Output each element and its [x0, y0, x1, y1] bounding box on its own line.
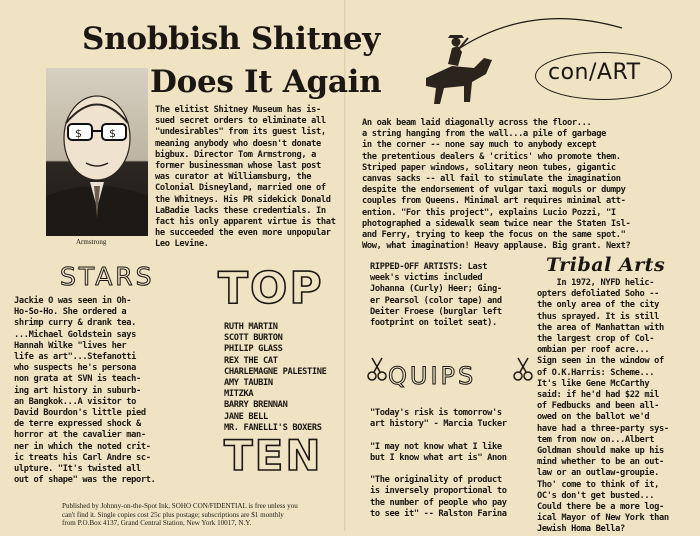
conart-line: Wow, what imagination! Heavy applause. Big grant. Next?: [362, 241, 631, 252]
tribal-line: mind whether to be an out-: [537, 457, 664, 468]
article-line: "undesirables" from its guest list,: [155, 127, 326, 138]
tribal-line: ical Mayor of New York than: [537, 513, 669, 524]
quip-line: but I know what art is" Anon: [370, 452, 507, 463]
quip-line: "Today's risk is tomorrow's: [370, 408, 502, 418]
tribal-line: the largest crop of Col-: [537, 334, 655, 345]
tribal-line: the area of Manhattan with: [537, 322, 664, 333]
top-ten-item: PHILIP GLASS: [224, 344, 283, 355]
svg-text:$: $: [75, 127, 82, 140]
quip-line: "The originality of product: [370, 475, 502, 486]
conart-line: An oak beam laid diagonally across the floor...: [362, 118, 592, 128]
stars-line: ulpture. "It's twisted all: [14, 464, 141, 475]
article-line: the Whitneys. His PR sidekick Donald: [155, 194, 331, 205]
ripped-off-column: [370, 262, 502, 329]
footer-line: Published by Johnny-on-the-Spot Ink, SOHO CON/FIDENTIAL is free unless you: [62, 502, 298, 510]
article-line: sued secret orders to eliminate all: [155, 116, 326, 127]
stars-line: ...Michael Goldstein says: [14, 329, 137, 340]
conart-line: in the corner -- none say much to anybody except: [362, 140, 597, 151]
stars-title: STARS: [60, 262, 155, 291]
tribal-arts-title: Tribal Arts: [546, 254, 666, 276]
article-line: meaning anybody who doesn't donate: [155, 138, 321, 149]
tribal-line: It's like Gene McCarthy: [537, 378, 650, 389]
conart-line: the pretentious dealers & 'critics' who promote them.: [362, 151, 621, 162]
conart-line: a string hanging from the wall...a pile of garbage: [362, 129, 607, 140]
article-line: Leo Levine.: [155, 239, 209, 250]
tribal-arts-column: [537, 278, 669, 536]
tribal-line: said: if he'd had $22 mil: [537, 390, 660, 401]
conart-line: despite the endorsement of vulgar taxi moguls or dumpy: [362, 185, 626, 196]
stars-line: ing art history in suburb-: [14, 385, 141, 396]
top-ten-item: AMY TAUBIN: [224, 378, 273, 389]
stars-line: Hannah Wilke "lives her: [14, 340, 127, 351]
conart-logo: con/ART: [548, 60, 641, 85]
stars-column: [14, 296, 156, 486]
stars-line: David Bourdon's little pied: [14, 408, 146, 419]
top-ten-item: REX THE CAT: [224, 355, 278, 366]
stars-line: shrimp curry & drank tea.: [14, 318, 137, 329]
armstrong-photo: [46, 68, 148, 236]
tribal-line: Tho' come to think of it,: [537, 479, 660, 490]
tribal-line: opters defoliated Soho --: [537, 289, 660, 300]
conart-article: [362, 118, 630, 252]
lead-article: [155, 105, 336, 251]
tribal-line: ombian per roof acre...: [537, 345, 650, 356]
portrait-illustration: [46, 68, 148, 236]
ripped-off-line: week's victims included: [370, 273, 483, 284]
tribal-line: OC's don't get busted...: [537, 490, 655, 501]
tribal-line: In 1972, NYFD helic-: [537, 278, 655, 288]
article-line: he succeeded the even more unpopular: [155, 228, 331, 239]
stars-line: an Bangkok...A visitor to: [14, 396, 137, 407]
quips-column: [370, 408, 507, 520]
ripped-off-line: footprint on toilet seat).: [370, 318, 497, 329]
tribal-line: tem from now on...Albert: [537, 434, 655, 445]
publisher-footer: [62, 502, 310, 528]
tribal-line: have had a three-party sys-: [537, 423, 669, 434]
conart-line: couples from Queens. Minimal art requires minimal att-: [362, 196, 626, 207]
article-line: was curator at Williamsburg, the: [155, 172, 312, 183]
stars-line: de terre expressed shock &: [14, 419, 141, 430]
horse-and-rider: [426, 35, 492, 104]
top-ten-item: CHARLEMAGNE PALESTINE: [224, 366, 327, 377]
conart-line: Striped paper windows, solitary neon tubes, gigantic: [362, 162, 616, 173]
top-ten-item: MITZKA: [224, 389, 254, 400]
quips-title: QUIPS: [388, 362, 477, 390]
stars-line: ner in which the noted crit-: [14, 441, 151, 452]
top-ten-item: SCOTT BURTON: [224, 333, 283, 344]
tribal-line: law or an outlaw-groupie.: [537, 468, 660, 479]
stars-line: horror at the cavalier man-: [14, 430, 146, 441]
quip-line: [370, 464, 507, 475]
ripped-off-line: er Pearsol (color tape) and: [370, 295, 502, 306]
conart-line: and Ferry, trying to keep the focus on the same spot.": [362, 230, 626, 241]
article-line: fact his only apparent virtue is that: [155, 217, 336, 228]
article-line: Colonial Disneyland, married one of: [155, 183, 326, 194]
quip-line: to see it" -- Ralston Farina: [370, 508, 507, 519]
photo-caption: Armstrong: [76, 238, 107, 246]
article-line: The elitist Shitney Museum has is-: [155, 105, 321, 115]
scissors-icon: [366, 356, 388, 382]
stars-line: Ho-So-Ho. She ordered a: [14, 307, 127, 318]
ripped-off-line: RIPPED-OFF ARTISTS: Last: [370, 262, 488, 272]
quip-line: art history" - Marcia Tucker: [370, 419, 507, 430]
tribal-line: the only area of the city: [537, 300, 660, 311]
conart-line: canvas sacks -- all fail to stimulate the imagination: [362, 174, 621, 185]
top-ten-item: MR. FANELLI'S BOXERS: [224, 422, 322, 433]
headline-line2: Does It Again: [150, 64, 382, 100]
top-title: TOP: [218, 263, 324, 314]
headline-line1: Snobbish Shitney: [82, 21, 381, 57]
stars-line: who suspects he's persona: [14, 363, 137, 374]
top-ten-item: BARRY BRENNAN: [224, 400, 288, 411]
tribal-line: Goldman should make up his: [537, 446, 664, 457]
stars-line: Jackie O was seen in Oh-: [14, 296, 132, 306]
tribal-line: owed on the ballot we'd: [537, 412, 650, 423]
tribal-line: thus sprayed. It is still: [537, 311, 660, 322]
top-ten-list: [224, 322, 327, 434]
tribal-line: Jewish Homa Bella?: [537, 524, 625, 535]
ten-title: TEN: [224, 431, 323, 480]
top-ten-item: JANE BELL: [224, 411, 268, 422]
quip-line: the number of people who pay: [370, 497, 507, 508]
article-line: LaBadie lacks these credentials. In: [155, 205, 326, 216]
footer-line: from P.O.Box 4137, Grand Central Station, New York 10017, N.Y.: [62, 519, 252, 528]
stars-line: ic treats his Carl Andre sc-: [14, 452, 151, 463]
stars-line: non grata at SVN is teach-: [14, 374, 141, 385]
conart-line: photographed a sidewalk seam twice near the Staten Isl-: [362, 218, 631, 229]
quip-line: "I may not know what I like: [370, 441, 502, 452]
scissors-icon: [512, 356, 534, 382]
tribal-line: Sign seen in the window of: [537, 356, 664, 367]
article-line: bigbux. Director Tom Armstrong, a: [155, 149, 317, 160]
conart-line: ention. "For this project", explains Lucio Pozzi, "I: [362, 207, 616, 218]
ripped-off-line: Johanna (Curly) Heer; Ging-: [370, 284, 502, 295]
ripped-off-line: Deiter Froese (burglar left: [370, 306, 502, 317]
tribal-line: of O.K.Harris: Scheme...: [537, 367, 655, 378]
footer-line: can't find it. Single copies cost 25c plus postage; subscriptions are $1 monthly: [62, 510, 284, 519]
stars-line: life as art"...Stefanotti: [14, 352, 137, 363]
article-line: former businessman whose last post: [155, 161, 321, 172]
top-ten-item: RUTH MARTIN: [224, 322, 278, 332]
stars-line: out of shape" was the report.: [14, 475, 156, 486]
svg-text:$: $: [109, 127, 116, 140]
quip-line: [370, 430, 507, 441]
quip-line: is inversely proportional to: [370, 486, 507, 497]
tribal-line: of Fedbucks and been all-: [537, 401, 660, 412]
tribal-line: Could there be a more log-: [537, 502, 664, 513]
